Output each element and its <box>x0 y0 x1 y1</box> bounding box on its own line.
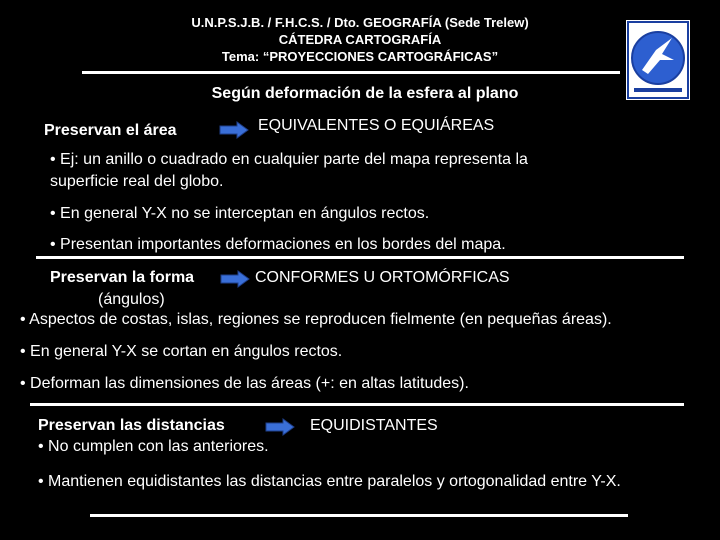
form-label: Preservan la forma <box>50 269 195 286</box>
form-divider-rule <box>30 403 684 406</box>
area-bullet-1a: • Ej: un anillo o cuadrado en cualquier parte del mapa representa la <box>50 151 528 168</box>
form-bullet-3: • Deforman las dimensiones de las áreas (+: en altas latitudes). <box>20 375 469 392</box>
header-course: CÁTEDRA CARTOGRAFÍA <box>278 32 442 47</box>
distance-bullet-2: • Mantienen equidistantes las distancias entre paralelos y ortogonalidad entre Y-X. <box>38 473 621 490</box>
form-bullet-2: • En general Y-X se cortan en ángulos rectos. <box>20 343 343 360</box>
bottom-rule <box>90 514 628 517</box>
distance-result: EQUIDISTANTES <box>310 417 438 434</box>
area-result: EQUIVALENTES O EQUIÁREAS <box>258 117 495 134</box>
area-divider-rule <box>36 256 684 259</box>
distance-label: Preservan las distancias <box>38 417 225 434</box>
form-result: CONFORMES U ORTOMÓRFICAS <box>255 269 510 286</box>
subtitle: Según deformación de la esfera al plano <box>211 85 519 102</box>
right-arrow-icon <box>265 418 295 436</box>
header-rule <box>82 71 620 74</box>
form-bullet-1: • Aspectos de costas, islas, regiones se reproducen fielmente (en pequeñas áreas). <box>20 311 612 328</box>
right-arrow-icon <box>220 270 250 288</box>
header-institution: U.N.P.S.J.B. / F.H.C.S. / Dto. GEOGRAFÍA (Sede Trelew) <box>191 15 529 30</box>
area-bullet-3: • Presentan importantes deformaciones en los bordes del mapa. <box>50 236 506 253</box>
area-label: Preservan el área <box>44 122 177 139</box>
right-arrow-icon <box>219 121 249 139</box>
area-bullet-1b: superficie real del globo. <box>50 173 224 190</box>
form-label-angles: (ángulos) <box>98 291 165 308</box>
header-topic: Tema: “PROYECCIONES CARTOGRÁFICAS” <box>221 49 499 64</box>
area-bullet-2: • En general Y-X no se interceptan en ángulos rectos. <box>50 205 430 222</box>
distance-bullet-1: • No cumplen con las anteriores. <box>38 438 269 455</box>
